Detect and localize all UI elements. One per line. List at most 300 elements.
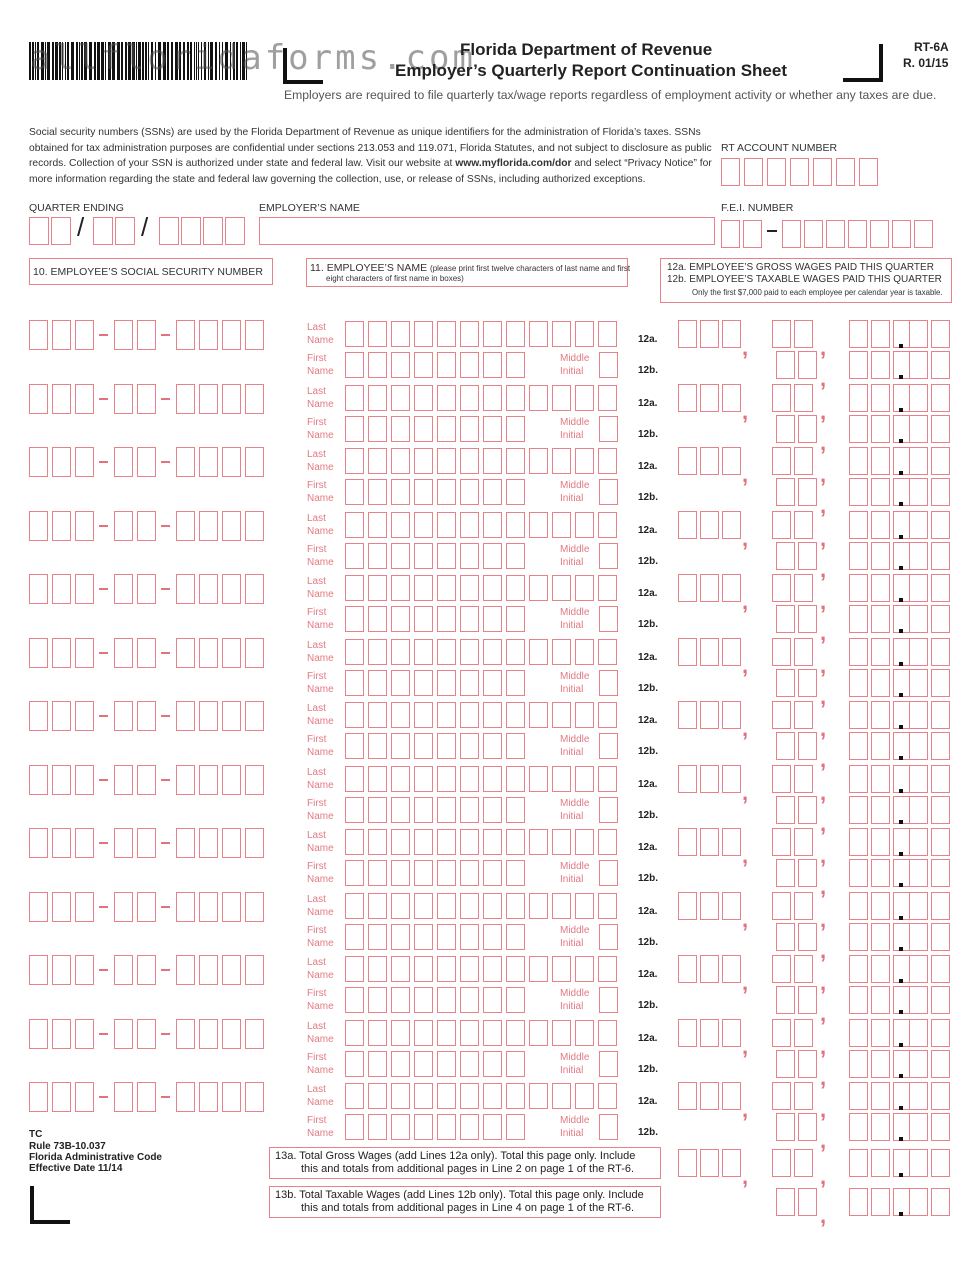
last-name-box-row10-1[interactable]: [345, 893, 364, 919]
last-name-box-row4-6[interactable]: [460, 512, 479, 538]
ssn-serial-box-row12-4[interactable]: [245, 1019, 264, 1049]
gross-wages-box-row9-2[interactable]: [794, 828, 813, 856]
last-name-box-row12-11[interactable]: [575, 1020, 594, 1046]
ssn-area-box-row5-2[interactable]: [52, 574, 71, 604]
first-name-box-row10-4[interactable]: [414, 924, 433, 950]
ssn-area-box-row4-1[interactable]: [29, 511, 48, 541]
last-name-box-row3-10[interactable]: [552, 448, 571, 474]
gross-wages-box-row3-1[interactable]: [849, 447, 868, 475]
last-name-box-row10-9[interactable]: [529, 893, 548, 919]
gross-wages-box-row8-2[interactable]: [700, 765, 719, 793]
taxable-wages-box-row10-2[interactable]: [798, 923, 817, 951]
gross-wages-box-row11-1[interactable]: [849, 955, 868, 983]
first-name-box-row9-8[interactable]: [506, 860, 525, 886]
fei-suffix-box-7[interactable]: [914, 220, 933, 248]
first-name-box-row5-4[interactable]: [414, 606, 433, 632]
taxable-wages-box-row7-1[interactable]: [849, 732, 868, 760]
gross-wages-box-row6-2[interactable]: [700, 638, 719, 666]
first-name-box-row2-4[interactable]: [414, 416, 433, 442]
middle-initial-box-row9[interactable]: [599, 860, 618, 886]
last-name-box-row10-10[interactable]: [552, 893, 571, 919]
last-name-box-row1-6[interactable]: [460, 321, 479, 347]
gross-wages-box-row7-1[interactable]: [772, 701, 791, 729]
middle-initial-box-row13[interactable]: [599, 1114, 618, 1140]
first-name-box-row6-7[interactable]: [483, 670, 502, 696]
first-name-box-row3-6[interactable]: [460, 479, 479, 505]
gross-cents-box-row10-2[interactable]: [931, 892, 950, 920]
ssn-group-box-row5-1[interactable]: [114, 574, 133, 604]
taxable-cents-box-row10-2[interactable]: [931, 923, 950, 951]
last-name-box-row1-3[interactable]: [391, 321, 410, 347]
last-name-box-row10-8[interactable]: [506, 893, 525, 919]
gross-wages-box-row10-2[interactable]: [871, 892, 890, 920]
ssn-area-box-row10-1[interactable]: [29, 892, 48, 922]
taxable-wages-box-row2-2[interactable]: [798, 415, 817, 443]
gross-wages-box-row1-1[interactable]: [678, 320, 697, 348]
ssn-serial-box-row2-2[interactable]: [199, 384, 218, 414]
gross-cents-box-row3-2[interactable]: [931, 447, 950, 475]
last-name-box-row7-8[interactable]: [506, 702, 525, 728]
first-name-box-row4-7[interactable]: [483, 543, 502, 569]
last-name-box-row7-4[interactable]: [414, 702, 433, 728]
gross-wages-box-row8-3[interactable]: [722, 765, 741, 793]
first-name-box-row3-2[interactable]: [368, 479, 387, 505]
last-name-box-row2-8[interactable]: [506, 385, 525, 411]
last-name-box-row6-7[interactable]: [483, 639, 502, 665]
rt-account-box-3[interactable]: [767, 158, 786, 186]
last-name-box-row5-10[interactable]: [552, 575, 571, 601]
last-name-box-row1-7[interactable]: [483, 321, 502, 347]
quarter-year-box-3[interactable]: [203, 217, 223, 245]
last-name-box-row11-7[interactable]: [483, 956, 502, 982]
taxable-wages-box-row2-1[interactable]: [776, 415, 795, 443]
first-name-box-row2-8[interactable]: [506, 416, 525, 442]
ssn-group-box-row10-1[interactable]: [114, 892, 133, 922]
last-name-box-row5-3[interactable]: [391, 575, 410, 601]
last-name-box-row5-4[interactable]: [414, 575, 433, 601]
first-name-box-row7-6[interactable]: [460, 733, 479, 759]
ssn-area-box-row1-2[interactable]: [52, 320, 71, 350]
gross-wages-box-row9-1[interactable]: [678, 828, 697, 856]
gross-wages-box-row7-2[interactable]: [794, 701, 813, 729]
first-name-box-row4-5[interactable]: [437, 543, 456, 569]
ssn-area-box-row2-3[interactable]: [75, 384, 94, 414]
last-name-box-row2-10[interactable]: [552, 385, 571, 411]
first-name-box-row8-7[interactable]: [483, 797, 502, 823]
last-name-box-row12-1[interactable]: [345, 1020, 364, 1046]
ssn-serial-box-row1-3[interactable]: [222, 320, 241, 350]
ssn-area-box-row12-1[interactable]: [29, 1019, 48, 1049]
last-name-box-row8-7[interactable]: [483, 766, 502, 792]
middle-initial-box-row11[interactable]: [599, 987, 618, 1013]
taxable-wages-box-row2-2[interactable]: [871, 415, 890, 443]
taxable-wages-box-row3-2[interactable]: [871, 478, 890, 506]
last-name-box-row8-8[interactable]: [506, 766, 525, 792]
ssn-area-box-row5-3[interactable]: [75, 574, 94, 604]
ssn-serial-box-row4-1[interactable]: [176, 511, 195, 541]
taxable-wages-box-row3-2[interactable]: [798, 478, 817, 506]
gross-wages-box-row1-1[interactable]: [772, 320, 791, 348]
total-taxable-box-2[interactable]: [798, 1188, 817, 1216]
ssn-group-box-row6-2[interactable]: [137, 638, 156, 668]
gross-cents-box-row8-2[interactable]: [931, 765, 950, 793]
middle-initial-box-row5[interactable]: [599, 606, 618, 632]
gross-wages-box-row13-2[interactable]: [794, 1082, 813, 1110]
ssn-area-box-row10-3[interactable]: [75, 892, 94, 922]
gross-cents-box-row5-1[interactable]: [909, 574, 928, 602]
last-name-box-row2-12[interactable]: [598, 385, 617, 411]
taxable-wages-box-row5-1[interactable]: [849, 605, 868, 633]
ssn-area-box-row2-1[interactable]: [29, 384, 48, 414]
ssn-serial-box-row13-3[interactable]: [222, 1082, 241, 1112]
ssn-area-box-row6-2[interactable]: [52, 638, 71, 668]
first-name-box-row1-2[interactable]: [368, 352, 387, 378]
ssn-serial-box-row12-3[interactable]: [222, 1019, 241, 1049]
first-name-box-row5-3[interactable]: [391, 606, 410, 632]
last-name-box-row9-7[interactable]: [483, 829, 502, 855]
last-name-box-row12-2[interactable]: [368, 1020, 387, 1046]
last-name-box-row3-6[interactable]: [460, 448, 479, 474]
last-name-box-row8-9[interactable]: [529, 766, 548, 792]
ssn-serial-box-row1-1[interactable]: [176, 320, 195, 350]
last-name-box-row5-7[interactable]: [483, 575, 502, 601]
first-name-box-row10-6[interactable]: [460, 924, 479, 950]
first-name-box-row2-2[interactable]: [368, 416, 387, 442]
last-name-box-row3-7[interactable]: [483, 448, 502, 474]
ssn-group-box-row9-1[interactable]: [114, 828, 133, 858]
first-name-box-row5-1[interactable]: [345, 606, 364, 632]
middle-initial-box-row1[interactable]: [599, 352, 618, 378]
taxable-wages-box-row4-2[interactable]: [798, 542, 817, 570]
gross-wages-box-row2-3[interactable]: [722, 384, 741, 412]
taxable-wages-box-row11-2[interactable]: [798, 986, 817, 1014]
quarter-month-box-2[interactable]: [51, 217, 71, 245]
last-name-box-row1-12[interactable]: [598, 321, 617, 347]
gross-wages-box-row4-1[interactable]: [678, 511, 697, 539]
gross-wages-box-row2-1[interactable]: [849, 384, 868, 412]
gross-wages-box-row2-2[interactable]: [794, 384, 813, 412]
taxable-cents-box-row6-2[interactable]: [931, 669, 950, 697]
first-name-box-row2-1[interactable]: [345, 416, 364, 442]
ssn-group-box-row8-1[interactable]: [114, 765, 133, 795]
last-name-box-row6-8[interactable]: [506, 639, 525, 665]
last-name-box-row9-2[interactable]: [368, 829, 387, 855]
gross-wages-box-row11-2[interactable]: [794, 955, 813, 983]
ssn-area-box-row12-2[interactable]: [52, 1019, 71, 1049]
last-name-box-row5-1[interactable]: [345, 575, 364, 601]
ssn-serial-box-row9-2[interactable]: [199, 828, 218, 858]
ssn-area-box-row11-2[interactable]: [52, 955, 71, 985]
fei-suffix-box-3[interactable]: [826, 220, 845, 248]
first-name-box-row12-6[interactable]: [460, 1051, 479, 1077]
last-name-box-row4-5[interactable]: [437, 512, 456, 538]
gross-wages-box-row13-3[interactable]: [722, 1082, 741, 1110]
gross-wages-box-row10-3[interactable]: [722, 892, 741, 920]
ssn-group-box-row1-1[interactable]: [114, 320, 133, 350]
ssn-area-box-row8-1[interactable]: [29, 765, 48, 795]
first-name-box-row7-7[interactable]: [483, 733, 502, 759]
first-name-box-row12-8[interactable]: [506, 1051, 525, 1077]
last-name-box-row9-1[interactable]: [345, 829, 364, 855]
total-gross-cents-box-1[interactable]: [909, 1149, 928, 1177]
gross-wages-box-row6-2[interactable]: [871, 638, 890, 666]
first-name-box-row1-1[interactable]: [345, 352, 364, 378]
middle-initial-box-row12[interactable]: [599, 1051, 618, 1077]
taxable-wages-box-row6-2[interactable]: [798, 669, 817, 697]
gross-wages-box-row2-2[interactable]: [871, 384, 890, 412]
ssn-group-box-row5-2[interactable]: [137, 574, 156, 604]
first-name-box-row13-2[interactable]: [368, 1114, 387, 1140]
quarter-year-box-4[interactable]: [225, 217, 245, 245]
ssn-serial-box-row11-3[interactable]: [222, 955, 241, 985]
last-name-box-row12-4[interactable]: [414, 1020, 433, 1046]
ssn-serial-box-row7-1[interactable]: [176, 701, 195, 731]
gross-wages-box-row11-2[interactable]: [700, 955, 719, 983]
gross-wages-box-row10-2[interactable]: [700, 892, 719, 920]
ssn-area-box-row10-2[interactable]: [52, 892, 71, 922]
first-name-box-row4-4[interactable]: [414, 543, 433, 569]
gross-wages-box-row10-1[interactable]: [772, 892, 791, 920]
last-name-box-row5-2[interactable]: [368, 575, 387, 601]
first-name-box-row11-5[interactable]: [437, 987, 456, 1013]
first-name-box-row6-6[interactable]: [460, 670, 479, 696]
taxable-wages-box-row13-1[interactable]: [849, 1113, 868, 1141]
last-name-box-row4-3[interactable]: [391, 512, 410, 538]
ssn-area-box-row11-3[interactable]: [75, 955, 94, 985]
middle-initial-box-row3[interactable]: [599, 479, 618, 505]
taxable-wages-box-row7-2[interactable]: [798, 732, 817, 760]
taxable-wages-box-row9-2[interactable]: [798, 859, 817, 887]
gross-wages-box-row6-3[interactable]: [722, 638, 741, 666]
gross-wages-box-row8-2[interactable]: [871, 765, 890, 793]
ssn-serial-box-row3-2[interactable]: [199, 447, 218, 477]
last-name-box-row2-2[interactable]: [368, 385, 387, 411]
taxable-wages-box-row12-1[interactable]: [776, 1050, 795, 1078]
ssn-serial-box-row10-4[interactable]: [245, 892, 264, 922]
first-name-box-row11-3[interactable]: [391, 987, 410, 1013]
gross-cents-box-row11-2[interactable]: [931, 955, 950, 983]
middle-initial-box-row2[interactable]: [599, 416, 618, 442]
ssn-group-box-row1-2[interactable]: [137, 320, 156, 350]
first-name-box-row3-8[interactable]: [506, 479, 525, 505]
gross-wages-box-row6-1[interactable]: [772, 638, 791, 666]
ssn-group-box-row9-2[interactable]: [137, 828, 156, 858]
first-name-box-row13-4[interactable]: [414, 1114, 433, 1140]
taxable-wages-box-row8-2[interactable]: [798, 796, 817, 824]
first-name-box-row9-3[interactable]: [391, 860, 410, 886]
ssn-area-box-row3-3[interactable]: [75, 447, 94, 477]
last-name-box-row9-3[interactable]: [391, 829, 410, 855]
first-name-box-row6-4[interactable]: [414, 670, 433, 696]
taxable-cents-box-row12-1[interactable]: [909, 1050, 928, 1078]
first-name-box-row1-7[interactable]: [483, 352, 502, 378]
middle-initial-box-row6[interactable]: [599, 670, 618, 696]
quarter-day-box-1[interactable]: [93, 217, 113, 245]
last-name-box-row7-1[interactable]: [345, 702, 364, 728]
gross-cents-box-row5-2[interactable]: [931, 574, 950, 602]
gross-cents-box-row2-2[interactable]: [931, 384, 950, 412]
first-name-box-row6-2[interactable]: [368, 670, 387, 696]
last-name-box-row9-5[interactable]: [437, 829, 456, 855]
last-name-box-row4-1[interactable]: [345, 512, 364, 538]
last-name-box-row1-5[interactable]: [437, 321, 456, 347]
ssn-group-box-row12-2[interactable]: [137, 1019, 156, 1049]
ssn-serial-box-row4-2[interactable]: [199, 511, 218, 541]
first-name-box-row3-5[interactable]: [437, 479, 456, 505]
website-link[interactable]: www.myflorida.com/dor: [455, 158, 572, 169]
gross-wages-box-row5-2[interactable]: [871, 574, 890, 602]
ssn-group-box-row8-2[interactable]: [137, 765, 156, 795]
taxable-cents-box-row4-1[interactable]: [909, 542, 928, 570]
ssn-area-box-row12-3[interactable]: [75, 1019, 94, 1049]
total-gross-cents-box-2[interactable]: [931, 1149, 950, 1177]
first-name-box-row8-8[interactable]: [506, 797, 525, 823]
gross-wages-box-row7-2[interactable]: [871, 701, 890, 729]
last-name-box-row7-9[interactable]: [529, 702, 548, 728]
gross-wages-box-row6-1[interactable]: [849, 638, 868, 666]
gross-wages-box-row4-1[interactable]: [772, 511, 791, 539]
taxable-cents-box-row2-1[interactable]: [909, 415, 928, 443]
last-name-box-row2-3[interactable]: [391, 385, 410, 411]
last-name-box-row13-9[interactable]: [529, 1083, 548, 1109]
first-name-box-row5-8[interactable]: [506, 606, 525, 632]
ssn-serial-box-row6-1[interactable]: [176, 638, 195, 668]
gross-cents-box-row4-1[interactable]: [909, 511, 928, 539]
taxable-cents-box-row8-1[interactable]: [909, 796, 928, 824]
last-name-box-row4-9[interactable]: [529, 512, 548, 538]
ssn-serial-box-row2-3[interactable]: [222, 384, 241, 414]
fei-suffix-box-6[interactable]: [892, 220, 911, 248]
gross-wages-box-row1-3[interactable]: [722, 320, 741, 348]
first-name-box-row13-8[interactable]: [506, 1114, 525, 1140]
last-name-box-row1-2[interactable]: [368, 321, 387, 347]
fei-suffix-box-2[interactable]: [804, 220, 823, 248]
ssn-serial-box-row8-4[interactable]: [245, 765, 264, 795]
first-name-box-row9-2[interactable]: [368, 860, 387, 886]
gross-cents-box-row8-1[interactable]: [909, 765, 928, 793]
last-name-box-row13-6[interactable]: [460, 1083, 479, 1109]
taxable-wages-box-row13-2[interactable]: [871, 1113, 890, 1141]
gross-wages-box-row3-1[interactable]: [678, 447, 697, 475]
middle-initial-box-row7[interactable]: [599, 733, 618, 759]
last-name-box-row11-2[interactable]: [368, 956, 387, 982]
first-name-box-row12-5[interactable]: [437, 1051, 456, 1077]
gross-wages-box-row1-1[interactable]: [849, 320, 868, 348]
first-name-box-row3-1[interactable]: [345, 479, 364, 505]
gross-wages-box-row12-1[interactable]: [678, 1019, 697, 1047]
gross-wages-box-row12-1[interactable]: [849, 1019, 868, 1047]
total-gross-box-1[interactable]: [678, 1149, 697, 1177]
gross-wages-box-row13-1[interactable]: [772, 1082, 791, 1110]
taxable-cents-box-row10-1[interactable]: [909, 923, 928, 951]
last-name-box-row4-4[interactable]: [414, 512, 433, 538]
total-taxable-box-2[interactable]: [871, 1188, 890, 1216]
last-name-box-row9-4[interactable]: [414, 829, 433, 855]
gross-cents-box-row7-1[interactable]: [909, 701, 928, 729]
fei-suffix-box-4[interactable]: [848, 220, 867, 248]
first-name-box-row11-4[interactable]: [414, 987, 433, 1013]
gross-wages-box-row5-3[interactable]: [722, 574, 741, 602]
taxable-cents-box-row9-1[interactable]: [909, 859, 928, 887]
taxable-wages-box-row6-1[interactable]: [776, 669, 795, 697]
gross-cents-box-row6-1[interactable]: [909, 638, 928, 666]
last-name-box-row4-8[interactable]: [506, 512, 525, 538]
ssn-serial-box-row2-4[interactable]: [245, 384, 264, 414]
taxable-cents-box-row8-2[interactable]: [931, 796, 950, 824]
gross-wages-box-row8-1[interactable]: [678, 765, 697, 793]
ssn-serial-box-row11-4[interactable]: [245, 955, 264, 985]
last-name-box-row9-10[interactable]: [552, 829, 571, 855]
fei-prefix-box-1[interactable]: [721, 220, 740, 248]
first-name-box-row8-4[interactable]: [414, 797, 433, 823]
last-name-box-row8-4[interactable]: [414, 766, 433, 792]
first-name-box-row9-1[interactable]: [345, 860, 364, 886]
ssn-serial-box-row9-4[interactable]: [245, 828, 264, 858]
ssn-area-box-row6-1[interactable]: [29, 638, 48, 668]
first-name-box-row11-8[interactable]: [506, 987, 525, 1013]
last-name-box-row11-11[interactable]: [575, 956, 594, 982]
taxable-cents-box-row11-1[interactable]: [909, 986, 928, 1014]
first-name-box-row8-5[interactable]: [437, 797, 456, 823]
taxable-wages-box-row13-1[interactable]: [776, 1113, 795, 1141]
ssn-serial-box-row5-2[interactable]: [199, 574, 218, 604]
last-name-box-row3-1[interactable]: [345, 448, 364, 474]
last-name-box-row1-11[interactable]: [575, 321, 594, 347]
last-name-box-row1-9[interactable]: [529, 321, 548, 347]
last-name-box-row13-5[interactable]: [437, 1083, 456, 1109]
ssn-serial-box-row7-2[interactable]: [199, 701, 218, 731]
first-name-box-row10-1[interactable]: [345, 924, 364, 950]
ssn-group-box-row3-2[interactable]: [137, 447, 156, 477]
last-name-box-row9-11[interactable]: [575, 829, 594, 855]
ssn-group-box-row4-1[interactable]: [114, 511, 133, 541]
ssn-area-box-row7-3[interactable]: [75, 701, 94, 731]
first-name-box-row2-7[interactable]: [483, 416, 502, 442]
gross-wages-box-row13-2[interactable]: [700, 1082, 719, 1110]
last-name-box-row7-6[interactable]: [460, 702, 479, 728]
first-name-box-row5-6[interactable]: [460, 606, 479, 632]
rt-account-box-5[interactable]: [813, 158, 832, 186]
first-name-box-row3-7[interactable]: [483, 479, 502, 505]
last-name-box-row2-1[interactable]: [345, 385, 364, 411]
gross-wages-box-row1-2[interactable]: [794, 320, 813, 348]
ssn-serial-box-row5-3[interactable]: [222, 574, 241, 604]
last-name-box-row3-5[interactable]: [437, 448, 456, 474]
total-gross-box-2[interactable]: [871, 1149, 890, 1177]
ssn-group-box-row11-1[interactable]: [114, 955, 133, 985]
gross-wages-box-row1-2[interactable]: [700, 320, 719, 348]
ssn-group-box-row10-2[interactable]: [137, 892, 156, 922]
last-name-box-row13-8[interactable]: [506, 1083, 525, 1109]
first-name-box-row6-8[interactable]: [506, 670, 525, 696]
last-name-box-row12-3[interactable]: [391, 1020, 410, 1046]
taxable-wages-box-row5-2[interactable]: [798, 605, 817, 633]
taxable-wages-box-row10-2[interactable]: [871, 923, 890, 951]
first-name-box-row8-6[interactable]: [460, 797, 479, 823]
last-name-box-row11-1[interactable]: [345, 956, 364, 982]
gross-wages-box-row4-1[interactable]: [849, 511, 868, 539]
ssn-serial-box-row6-2[interactable]: [199, 638, 218, 668]
last-name-box-row10-4[interactable]: [414, 893, 433, 919]
ssn-group-box-row4-2[interactable]: [137, 511, 156, 541]
ssn-group-box-row12-1[interactable]: [114, 1019, 133, 1049]
gross-wages-box-row3-2[interactable]: [794, 447, 813, 475]
ssn-serial-box-row4-3[interactable]: [222, 511, 241, 541]
last-name-box-row13-7[interactable]: [483, 1083, 502, 1109]
last-name-box-row5-8[interactable]: [506, 575, 525, 601]
last-name-box-row6-10[interactable]: [552, 639, 571, 665]
ssn-serial-box-row11-2[interactable]: [199, 955, 218, 985]
